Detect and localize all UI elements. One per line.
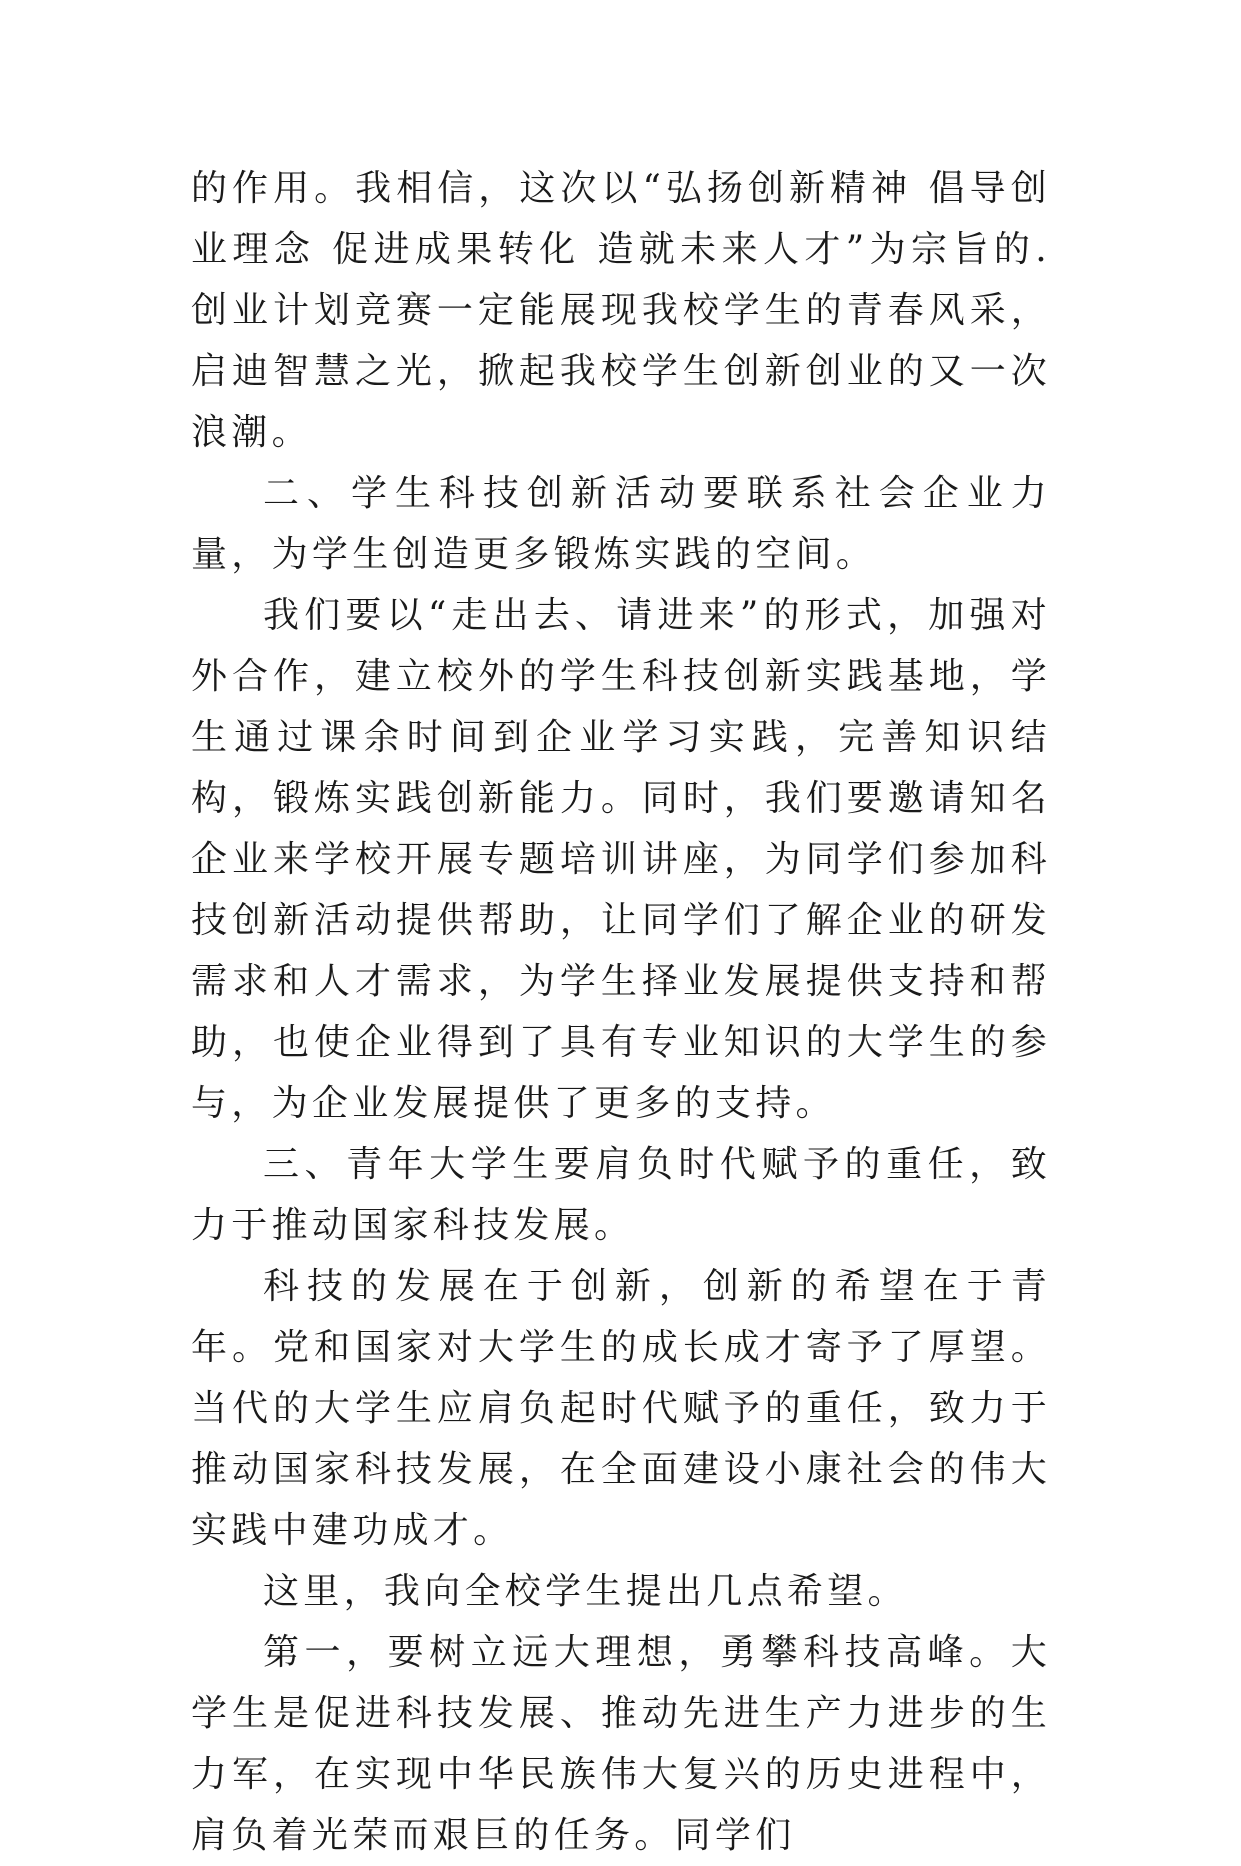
paragraph-section-three-heading: 三、青年大学生要肩负时代赋予的重任，致力于推动国家科技发展。: [191, 1144, 1051, 1246]
paragraph-cooperation: 我们要以“走出去、请进来”的形式，加强对外合作，建立校外的学生科技创新实践基地，学生通过课余时间到企业学习实践，完善知识结构，锻炼实践创新能力。同时，我们要邀请知名企业来学校开展专题培训讲座，为同学们参加科技创新活动提供帮助，让同学们了解企业的研发需求和人才需求，为学生择业发展提供支持和帮助，也使企业得到了具有专业知识的大学生的参与，为企业发展提供了更多的支持。: [191, 595, 1051, 1124]
paragraph-section-two-heading: 二、学生科技创新活动要联系社会企业力量，为学生创造更多锻炼实践的空间。: [191, 473, 1051, 575]
paragraph-continuation: 的作用。我相信，这次以“弘扬创新精神 倡导创业理念 促进成果转化 造就未来人才”为宗旨的.创业计划竞赛一定能展现我校学生的青春风采，启迪智慧之光，掀起我校学生创新创业的又一次浪潮。: [191, 168, 1051, 453]
paragraph-hopes-intro: 这里，我向全校学生提出几点希望。: [263, 1571, 908, 1612]
paragraph-innovation-youth: 科技的发展在于创新，创新的希望在于青年。党和国家对大学生的成长成才寄予了厚望。当代的大学生应肩负起时代赋予的重任，致力于推动国家科技发展，在全面建设小康社会的伟大实践中建功成才。: [191, 1266, 1051, 1551]
document-body: [191, 158, 1051, 1866]
paragraph-first-hope: 第一，要树立远大理想，勇攀科技高峰。大学生是促进科技发展、推动先进生产力进步的生力军，在实现中华民族伟大复兴的历史进程中，肩负着光荣而艰巨的任务。同学们: [191, 1632, 1051, 1856]
